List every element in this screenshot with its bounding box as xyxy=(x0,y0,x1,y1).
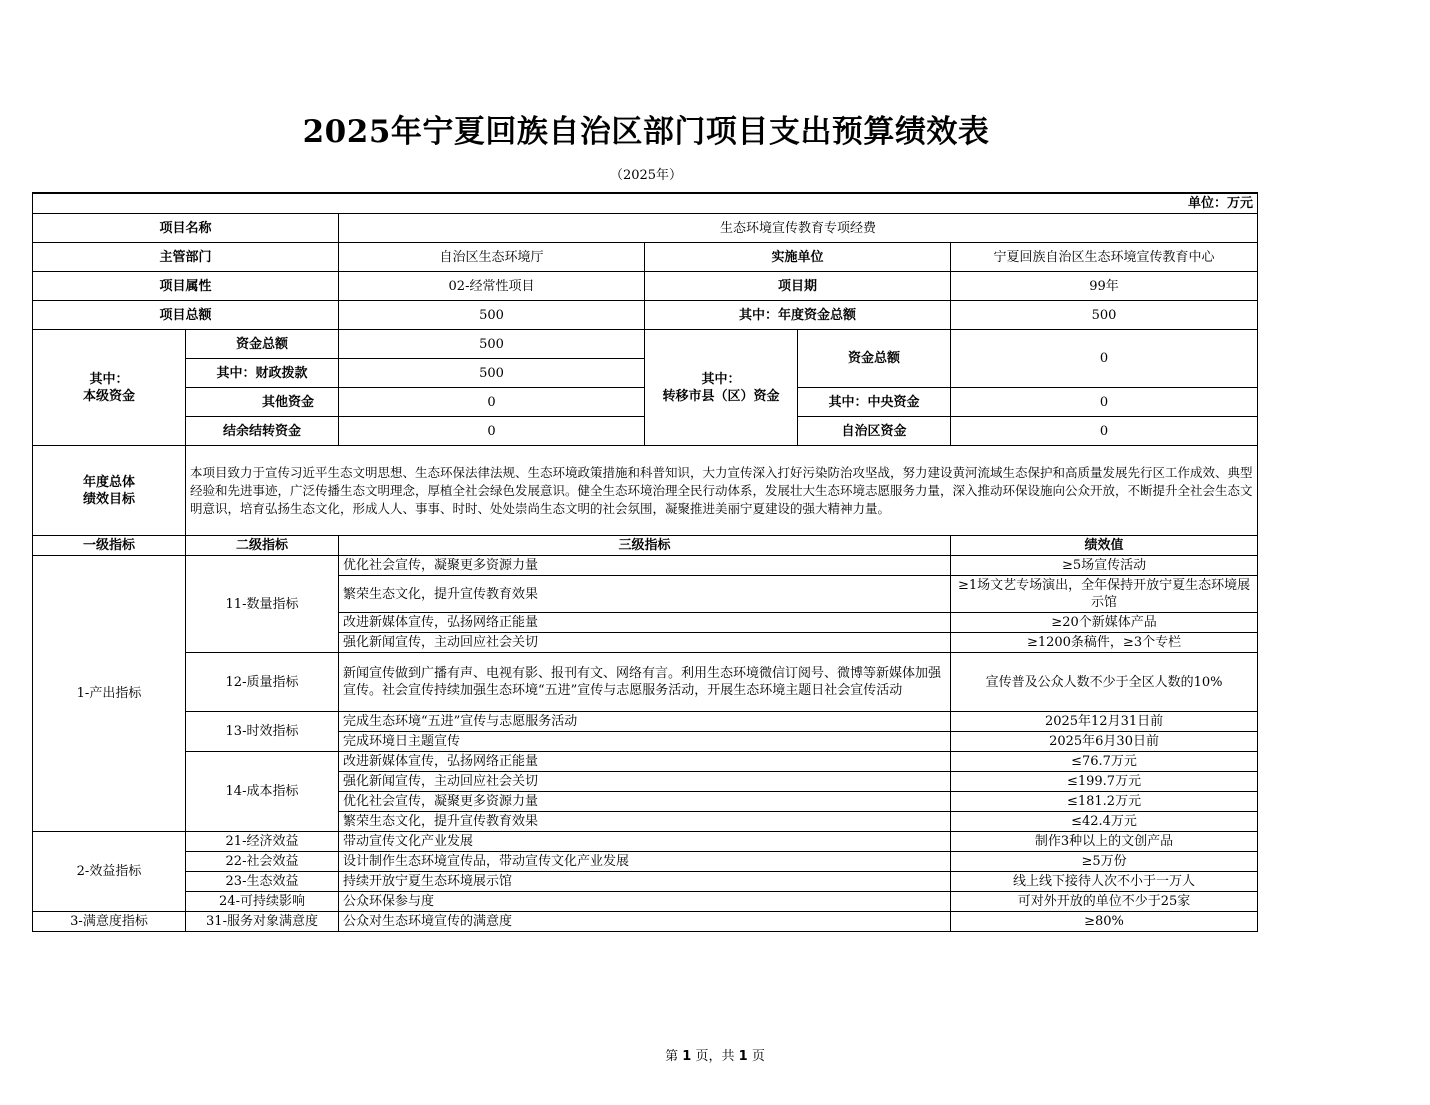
level3-item: 完成环境日主题宣传 xyxy=(339,732,951,752)
header-level3: 三级指标 xyxy=(339,536,951,556)
level3-item: 完成生态环境“五进”宣传与志愿服务活动 xyxy=(339,712,951,732)
level2-timeliness: 13-时效指标 xyxy=(186,712,339,752)
goal-label: 年度总体 绩效目标 xyxy=(33,446,186,536)
impl-unit-label: 实施单位 xyxy=(645,243,951,272)
level1-satisfaction: 3-满意度指标 xyxy=(33,912,186,932)
attribute-label: 项目属性 xyxy=(33,272,339,301)
annual-total-value: 500 xyxy=(951,301,1258,330)
footer-page-number: 1 xyxy=(682,1049,692,1064)
level2-quality: 12-质量指标 xyxy=(186,653,339,712)
header-level2: 二级指标 xyxy=(186,536,339,556)
attribute-value: 02-经常性项目 xyxy=(339,272,645,301)
level3-item: 设计制作生态环境宣传品，带动宣传文化产业发展 xyxy=(339,852,951,872)
carryover-value: 0 xyxy=(339,417,645,446)
level3-item: 优化社会宣传，凝聚更多资源力量 xyxy=(339,556,951,576)
period-value: 99年 xyxy=(951,272,1258,301)
header-level1: 一级指标 xyxy=(33,536,186,556)
page-title: 2025年宁夏回族自治区部门项目支出预算绩效表 xyxy=(302,114,990,150)
level3-item: 持续开放宁夏生态环境展示馆 xyxy=(339,872,951,892)
performance-value: ≤42.4万元 xyxy=(951,812,1258,832)
performance-value: 线上线下接待人次不小于一万人 xyxy=(951,872,1258,892)
performance-value: 2025年6月30日前 xyxy=(951,732,1258,752)
carryover-label: 结余结转资金 xyxy=(186,417,339,446)
level2-economic: 21-经济效益 xyxy=(186,832,339,852)
fund-total-value: 500 xyxy=(339,330,645,359)
transfer-total-value: 0 xyxy=(951,330,1258,388)
annual-total-label: 其中：年度资金总额 xyxy=(645,301,951,330)
other-funds-value: 0 xyxy=(339,388,645,417)
level3-item: 繁荣生态文化，提升宣传教育效果 xyxy=(339,812,951,832)
level3-item: 强化新闻宣传，主动回应社会关切 xyxy=(339,772,951,792)
transfer-funds-label: 其中： 转移市县（区）资金 xyxy=(645,330,798,446)
performance-value: ≤76.7万元 xyxy=(951,752,1258,772)
level3-item: 公众对生态环境宣传的满意度 xyxy=(339,912,951,932)
performance-value: 可对外开放的单位不少于25家 xyxy=(951,892,1258,912)
performance-value: ≤181.2万元 xyxy=(951,792,1258,812)
goal-text: 本项目致力于宣传习近平生态文明思想、生态环保法律法规、生态环境政策措施和科普知识，大力宣传深入打好污染防治攻坚战，努力建设黄河流域生态保护和高质量发展先行区工作成效、典型经验和先进事迹，广泛传播生态文明理念，厚植全社会绿色发展意识。健全生态环境治理全民行动体系，发展壮大生态环境志愿服务力量，深入推动环保设施向公众开放，不断提升全社会生态文明意识，培育弘扬生态文化，形成人人、事事、时时、处处崇尚生态文明的社会氛围，凝聚推进美丽宁夏建设的强大精神力量。 xyxy=(186,446,1258,536)
performance-value: ≥5场宣传活动 xyxy=(951,556,1258,576)
level2-social: 22-社会效益 xyxy=(186,852,339,872)
fiscal-value: 500 xyxy=(339,359,645,388)
performance-value: ≥1场文艺专场演出，全年保持开放宁夏生态环境展示馆 xyxy=(951,576,1258,613)
footer-prefix: 第 xyxy=(665,1049,679,1064)
fund-total-label: 资金总额 xyxy=(186,330,339,359)
level2-sustainable: 24-可持续影响 xyxy=(186,892,339,912)
budget-performance-table xyxy=(32,192,1258,932)
regional-funds-label: 自治区资金 xyxy=(798,417,951,446)
project-name-value: 生态环境宣传教育专项经费 xyxy=(339,214,1258,243)
level1-benefit: 2-效益指标 xyxy=(33,832,186,912)
level3-item: 改进新媒体宣传，弘扬网络正能量 xyxy=(339,752,951,772)
impl-unit-value: 宁夏回族自治区生态环境宣传教育中心 xyxy=(951,243,1258,272)
footer-mid: 页，共 xyxy=(695,1049,735,1064)
performance-value: ≥20个新媒体产品 xyxy=(951,613,1258,633)
unit-label: 单位：万元 xyxy=(33,193,1258,214)
level3-item: 优化社会宣传，凝聚更多资源力量 xyxy=(339,792,951,812)
level2-quantity: 11-数量指标 xyxy=(186,556,339,653)
footer-suffix: 页 xyxy=(751,1049,765,1064)
performance-value: ≥1200条稿件，≥3个专栏 xyxy=(951,633,1258,653)
central-funds-value: 0 xyxy=(951,388,1258,417)
level2-ecological: 23-生态效益 xyxy=(186,872,339,892)
performance-value: 宣传普及公众人数不少于全区人数的10% xyxy=(951,653,1258,712)
level3-item: 改进新媒体宣传，弘扬网络正能量 xyxy=(339,613,951,633)
other-funds-label: 其他资金 xyxy=(186,388,339,417)
period-label: 项目期 xyxy=(645,272,951,301)
level3-item: 带动宣传文化产业发展 xyxy=(339,832,951,852)
total-label: 项目总额 xyxy=(33,301,339,330)
level3-item: 强化新闻宣传，主动回应社会关切 xyxy=(339,633,951,653)
footer-total-pages: 1 xyxy=(738,1049,748,1064)
level2-service-satisfaction: 31-服务对象满意度 xyxy=(186,912,339,932)
department-label: 主管部门 xyxy=(33,243,339,272)
total-value: 500 xyxy=(339,301,645,330)
fiscal-label: 其中：财政拨款 xyxy=(186,359,339,388)
performance-value: ≤199.7万元 xyxy=(951,772,1258,792)
performance-value: 制作3种以上的文创产品 xyxy=(951,832,1258,852)
page-footer xyxy=(0,1045,1430,1064)
regional-funds-value: 0 xyxy=(951,417,1258,446)
central-funds-label: 其中：中央资金 xyxy=(798,388,951,417)
performance-value: 2025年12月31日前 xyxy=(951,712,1258,732)
level3-item: 新闻宣传做到广播有声、电视有影、报刊有文、网络有言。利用生态环境微信订阅号、微博等新媒体加强宣传。社会宣传持续加强生态环境“五进”宣传与志愿服务活动，开展生态环境主题日社会宣传活动 xyxy=(339,653,951,712)
year-subtitle: （2025年） xyxy=(609,168,683,183)
project-name-label: 项目名称 xyxy=(33,214,339,243)
level1-output: 1-产出指标 xyxy=(33,556,186,832)
header-performance: 绩效值 xyxy=(951,536,1258,556)
level2-cost: 14-成本指标 xyxy=(186,752,339,832)
department-value: 自治区生态环境厅 xyxy=(339,243,645,272)
transfer-total-label: 资金总额 xyxy=(798,330,951,388)
performance-value: ≥5万份 xyxy=(951,852,1258,872)
local-funds-label: 其中： 本级资金 xyxy=(33,330,186,446)
level3-item: 公众环保参与度 xyxy=(339,892,951,912)
level3-item: 繁荣生态文化，提升宣传教育效果 xyxy=(339,576,951,613)
performance-value: ≥80% xyxy=(951,912,1258,932)
